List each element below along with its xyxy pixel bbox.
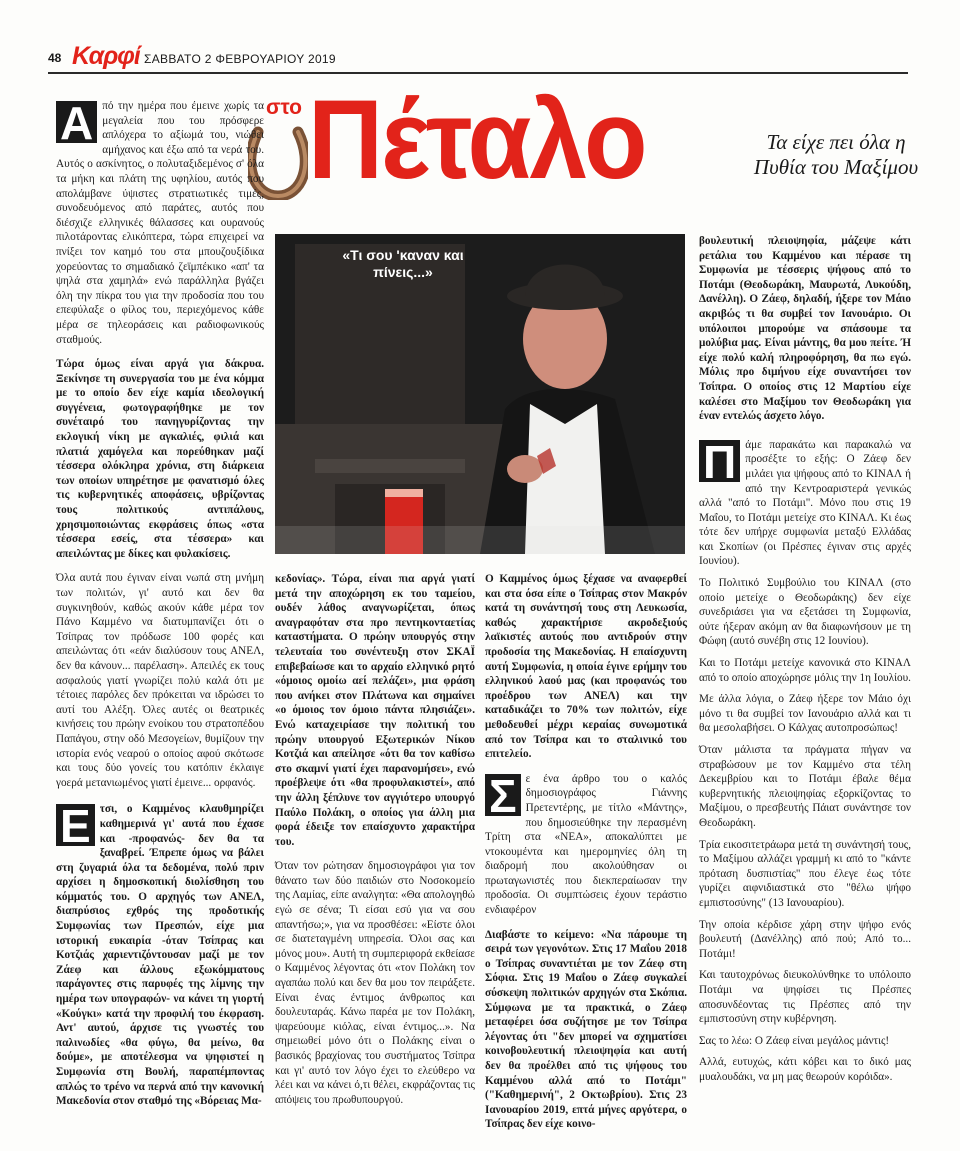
paragraph [485,769,687,918]
page-header [48,42,908,74]
paragraph-text: άμε παρακάτω και παρακαλώ να προσέξτε το εξής: Ο Ζάεφ δεν μιλάει για ψήφους από το ΚΙΝΑΛ ή από την Κεντροαριστερά γενικώς αλλά "από το Ποτάμι". Μόνο που στις 19 Μαΐου, το Ποτάμι μετείχε στο ΚΙΝΑΛ. Κι έως τότε δεν υπήρχε συμφωνία μεταξύ Ελλάδας και Σκοπίων (οι Πρέσπες έγιναν στις αρχές Ιουνίου). [699,438,911,568]
paragraph: κεδονίας». Τώρα, είναι πια αργά γιατί μετά την αποχώρηση εκ του ταμείου, ουδέν λάθος αναγνωρίζεται, όπως αναγραφόταν στα προ πεντηκονταετίας καταστήματα. Ο πρώην υπουργός στην τελευταία του συνέντευξη στον ΣΚΑΪ επιβεβαίωσε και το αρχαίο ελληνικό ρητό «όμοιος ομοίω αεί πελάζει», μια φράση που ανήκει στον Πλάτωνα και σημαίνει «ο όμοιος τον όμοιο πάντα πλησιάζει». Ενώ καταχειρίασε την πολιτική του πρώην υπουργού Εξωτερικών Νίκου Κοτζιά και απείλησε «ότι θα τον καθίσω στο σκαμνί γιατί έχει παρανομήσει», ενώ προέβλεψε ότι «θα προφυλακιστεί», από την άλλη ξέπλυνε τον αγγιότερο υπουργό Παύλο Πολάκη, ο οποίος για άλλη μια φορά έδειξε τον επαίσχυντο χαρακτήρα του. [275,573,475,848]
page-number: 48 [48,51,62,65]
paragraph: βουλευτική πλειοψηφία, μάζεψε κάτι ρετάλια του Καμμένου και πέρασε τη Συμφωνία με τέσσερις ψήφους από το Ποτάμι (Θεοδωράκη, Μαυρωτά, Λυκούδη, Δανέλλη). Ο Ζάεφ, δηλαδή, ήξερε τον Μάιο ακριβώς τι θα συμβεί τον Ιανουάριο. Οι υπόλοιποι μπορούμε να σπάσουμε τα μολύβια μας. Είναι μάντης, θα μου πείτε. Ή είχε πολύ καλή πληροφόρηση, θα πω εγώ. Μόλις προ διμήνου είχε συναντήσει τον Τσίπρα. Ο οποίος στις 12 Μαρτίου είχε καλέσει στο Μαξίμου τον Θεοδωράκη για έναν εντελώς άσχετο λόγο. [699,235,911,423]
headline-kicker: στο [266,96,302,119]
paragraph: Όταν μάλιστα τα πράγματα πήγαν να στραβώσουν με τον Καμμένο στα τέλη Δεκεμβρίου και το Ποτάμι έβαλε θέμα κυβερνητικής πλειοψηφίας εξορκίζοντας το Μαξίμου, ο πρεσβευτής Πάιατ συνάντησε τον Θεοδωράκη. [699,744,911,829]
headline-subtitle: Τα είχε πει όλα η Πυθία του Μαξίμου [753,130,919,179]
paragraph: Με άλλα λόγια, ο Ζάεφ ήξερε τον Μάιο όχι μόνο τι θα συμβεί τον Ιανουάριο αλλά και τι θα μεσολαβήσει. Ο Κάλχας αυτοπροσώπως! [699,693,911,735]
paragraph: Αλλά, ευτυχώς, κάτι κόβει και το δικό μας μυαλουδάκι, να μη μας θεωρούν κορόιδα». [699,1056,911,1083]
paragraph: Τρία εικοσιτετράωρα μετά τη συνάντησή τους, το Μαξίμου αλλάζει γραμμή κι από το "κάντε πρόταση δυσπιστίας" που έλεγε έως τότε γυρίζει αιφνιδιαστικά στο "θέλω ψήφο εμπιστοσύνης" (13 Ιανουαρίου). [699,838,911,909]
article-column-4 [699,234,911,1091]
paragraph-text: τσι, ο Καμμένος κλαυθμηρίζει καθημερινά γι' αυτά που έχασε και -προφανώς- δεν θα τα ξαναβρεί. Έπρεπε όμως να βάλει στη ζυγαριά όλα τα δεδομένα, πολύ πριν αρχίσει η δημοσκοπική διολίσθηση του κόμματός του. Ο αρχηγός των ΑΝΕΛ, διαπρύσιος εχθρός της προδοτικής Συμφωνίας των Πρεσπών, είχε μια ιστορική ευκαιρία -όταν Τσίπρας και Κοτζιάς χαριεντιζόντουσαν μαζί με τον Ζάεφ και άλλους εξωκόμματους παράγοντες στις παρυφές της λίμνης την ημέρα των υπογραφών- να κάνει τη γιορτή «Κούγκι» κατά την προφιλή του έκφραση. Αντ' αυτού, άρχισε τις γνωστές του παλινωδίες «θα φύγω, θα μείνω, θα δούμε», με αποτέλεσμα να ψηφιστεί η Συμφωνία στη Βουλή, παραπέμποντας απλώς το τρένο να περνά από την κανονική Μακεδονία στον σταθμό της «Βόρειας Μα- [56,803,264,1108]
issue-date: ΣΑΒΒΑΤΟ 2 ΦΕΒΡΟΥΑΡΙΟΥ 2019 [144,52,336,66]
paragraph: Το Πολιτικό Συμβούλιο του ΚΙΝΑΛ (στο οποίο μετείχε ο Θεοδωράκης) δεν είχε συνεδριάσει για να εξετάσει τη Συμφωνία, ούτε ήξεραν ακόμη αν θα διαφωνήσουν με τη Φώφη (αυτό συνέβη στις 12 Ιουνίου). [699,577,911,648]
article-column-2 [275,572,475,1114]
photo-quote: «Τι σου 'καναν και πίνεις...» [342,247,464,280]
paragraph: Και το Ποτάμι μετείχε κανονικά στο ΚΙΝΑΛ από το οποίο αποχώρησε μόλις την 1η Ιουλίου. [699,657,911,684]
paragraph: Διαβάστε το κείμενο: «Να πάρουμε τη σειρά των γεγονότων. Στις 17 Μαΐου 2018 ο Τσίπρας συναντιέται με τον Ζάεφ στη Σόφια. Στις 19 Μαΐου ο Ζάεφ συγκαλεί σύσκεψη πολιτικών αρχηγών στα Σκόπια. Σύμφωνα με τα πρακτικά, ο Ζάεφ μεταφέρει όσα συζήτησε με τον Τσίπρα λέγοντας ότι "δεν μπορεί να σχηματίσει κοινοβουλευτική πλειοψηφία και αυτή δεν θα προέλθει από τις ψήφους του Καμμένου αλλά από το Ποτάμι" ("Καθημερινή", 2 Οκτωβρίου). Στις 23 Ιανουαρίου 2019, επτά μήνες αργότερα, ο Τσίπρας δεν είχε κοινο- [485,928,687,1131]
drop-cap: Ε [56,804,95,846]
paragraph-text: πό την ημέρα που έμεινε χωρίς τα μεγαλεία που του πρόσφερε απλόχερα το αξίωμά του, νιώθει αμήχανος και έξω από τα νερά του. Αυτός ο ασκίνητος, ο πολυταξιδεμένος σ' όλα τα μήκη και πλάτη της υφηλίου, αυτός που απολάμβανε ύψιστες στρατιωτικές τιμές, συνοδευόμενος από παράτες, αυτός που διέσχιζε ελληνικές θάλασσες και ουρανούς πιλοτάροντας ελικόπτερα, τώρα επιχειρεί να πνίξει τον καημό του στα μπουζουξίδικα χορεύοντας το σημαδιακό ζεϊμπέκικο «απ' τα ψηλά στα χαμηλά» ενώ παράλληλα βγάζει όλη την πίκρα του για την προδοσία που του επεφύλαξε ο φίλος του, περιεχόμενος κάθε μέρα σε τηλεοράσεις και ραδιοφωνικούς σταθμούς. [56,100,264,346]
photo-illustration [275,234,685,554]
paragraph: Την οποία κέρδισε χάρη στην ψήφο ενός βουλευτή (Δανέλλης) από πού; Από το... Ποτάμι! [699,918,911,960]
article-column-3 [485,572,687,1139]
brand-logo: Καρφί [72,42,140,70]
paragraph: Ο Καμμένος όμως ξέχασε να αναφερθεί και στα όσα είπε ο Τσίπρας στον Μακρόν κατά τη συνάντησή τους στη Λευκωσία, καθώς χαρακτήρισε ακροδεξιούς λαϊκιστές αυτούς που αντιδρούν στην προδοσία της Μακεδονίας. Η επαίσχυντη αυτή Συμφωνία, η οποία έγινε ερήμην του ελληνικού λαού μας (και προφανώς του προέδρου των ΑΝΕΛ) και την καταδικάζει το 70% των πολιτών, είχε μεθοδευθεί μέχρι κεραίας συνωμοτικά από τον Τσίπρα και το σταλινικό του επιτελείο. [485,573,687,761]
paragraph [56,802,264,1108]
paragraph: Τώρα όμως είναι αργά για δάκρυα. Ξεκίνησε τη συνεργασία του με ένα κόμμα με το οποίο δεν είχε καμία ιδεολογική συγγένεια, φωτογραφήθηκε με τον συνέταιρό του πανηγυρίζοντας την εκλογική νίκη με αγκαλιές, φιλιά και πλατιά χαμόγελα και πορεύθηκαν μαζί τέσσερα ολόκληρα χρόνια, στη διάρκεια των οποίων υπηρέτησε με φανατισμό όλες τις κυβερνητικές αποφάσεις, υβρίζοντας τους πολιτικούς αντιπάλους, χρησιμοποιώντας εκφράσεις όπως «στα τέσσερα εσείς, στα τέσσερα» και απειλώντας με δίκες και φυλακίσεις. [56,358,264,560]
article-photo [275,234,685,554]
paragraph-text: ε ένα άρθρο του ο καλός δημοσιογράφος Γιάννης Πρετεντέρης, με τίτλο «Μάντης», που δημοσιεύθηκε την περασμένη Τρίτη στα «ΝΕΑ», αποκαλύπτει με ντοκουμέντα και ημερομηνίες όλη τη διαδρομή που ακολούθησαν οι πρωταγωνιστές που διεκπεραίωσαν την προδοσία. Οι συμπτώσεις έχουν τεράστιο ενδιαφέρον [485,772,687,917]
drop-cap: Α [56,101,97,143]
paragraph [56,99,264,347]
paragraph [699,435,911,569]
paragraph: Όταν τον ρώτησαν δημοσιογράφοι για τον θάνατο των δύο παιδιών στο Νοσοκομείο της Λαμίας, είπε αναλγητα: «Θα απολογηθώ εγώ σε σένα; Τι είσαι εσύ για να σου απαντήσω;», για να προσθέσει: «Είστε όλοι σε διατεταγμένη υπηρεσία. Όλοι σας και μόνος μου». Αυτή τη συμπεριφορά εκθείασε ο Καμμένος λέγοντας ότι «τον Πολάκη τον αγαπάω πολύ και δεν θα μου τον πειράξετε. Είναι ένας έντιμος άνθρωπος και δουλευταράς. Κάνω παρέα με τον Πολάκη, ψαρεύουμε κιόλας, είναι έντιμος...». Να σημειωθεί μόνο ότι ο Πολάκης είναι ο βασικός βραχίονας του συστήματος Τσίπρα και γι' αυτό τον λόγο έχει το ελεύθερο να λέει και να κάνει ό,τι θέλει, εκφράζοντας τις απόψεις του πρωθυπουργού. [275,860,475,1106]
paragraph: Και ταυτοχρόνως διευκολύνθηκε το υπόλοιπο Ποτάμι να ψηφίσει τις Πρέσπες αποσυνδέοντας τις Πρέσπες από την εμπιστοσύνη στην κυβέρνηση. [699,969,911,1026]
drop-cap: Π [699,440,740,482]
drop-cap: Σ [485,774,521,816]
paragraph: Σας το λέω: Ο Ζάεφ είναι μεγάλος μάντις! [699,1034,890,1047]
article-column-1 [56,99,264,1116]
headline-title: Πέταλο [308,77,646,203]
paragraph: Όλα αυτά που έγιναν είναι νωπά στη μνήμη των πολιτών, γι' αυτό και δεν θα συγκινηθούν, καθώς ακούν κάθε μέρα τον Πάνο Καμμένο να διατυμπανίζει ότι ο Τσίπρας τον πρόδωσε 100 φορές και απειλώντας ότι «εάν διαλύσουν τους ΑΝΕΛ, δεν θα κάνουν... παρέλαση». Απειλές εκ τους ασφαλούς γιατί γνωρίζει πολύ καλά ότι με τέτοιες παρόλες δεν πρόκειται να ιδρώσει το αυτί του Αλέξη. Όλες αυτές οι θεατρικές κινήσεις του πρώην ενοίκου του στρατοπέδου Παπάγου, στην οδό Μεσογείων, θυμίζουν την ιστορία ενός νεαρού ο οποίος αφού σκότωσε και τους δύο γονείς του κατόπιν έκλαιγε γοερά μετανιωμένος γιατί έμεινε... ορφανός. [56,572,264,789]
